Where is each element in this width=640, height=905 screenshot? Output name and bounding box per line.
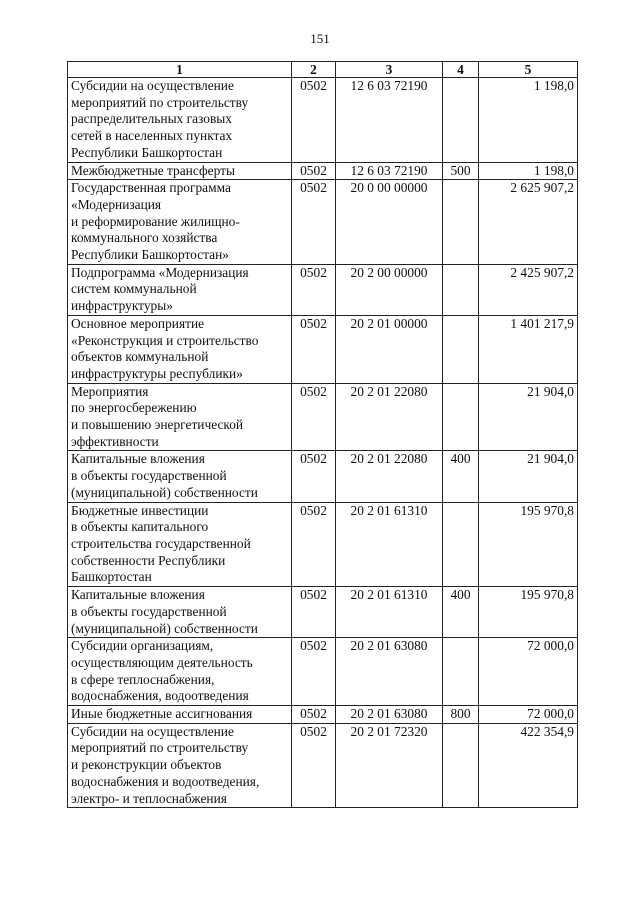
cell-type [443,638,479,706]
cell-section [292,264,336,315]
column-header-article: 3 [336,62,443,78]
cell-type [443,162,479,180]
cell-name-text: Основное мероприятие «Реконструкция и строительство объектов коммунальной инфраструктуры республики» [71,315,259,381]
cell-name [68,264,292,315]
cell-article [336,162,443,180]
cell-article [336,638,443,706]
cell-amount-text: 1 198,0 [533,78,574,93]
cell-article [336,723,443,808]
table-row [68,502,578,587]
cell-name [68,383,292,451]
cell-section-text: 0502 [300,502,327,518]
table-row [68,180,578,265]
cell-section-text: 0502 [300,451,327,467]
cell-article-text: 20 2 01 61310 [350,587,428,603]
cell-article-text: 12 6 03 72190 [350,162,428,178]
cell-name-text: Межбюджетные трансферты [71,162,235,178]
cell-type-text: 800 [450,706,471,722]
cell-name [68,587,292,638]
cell-name [68,162,292,180]
table-row [68,162,578,180]
cell-article [336,502,443,587]
cell-amount [479,78,578,163]
cell-amount [479,723,578,808]
cell-section-text: 0502 [300,162,327,178]
cell-section [292,383,336,451]
cell-amount-text: 195 970,8 [520,587,574,603]
cell-name-text: Государственная программа «Модернизация и реформирование жилищно- коммунального хозяйства Республики Башкортостан» [71,180,240,263]
cell-section-text: 0502 [300,78,327,93]
cell-name-text: Подпрограмма «Модернизация систем коммунальной инфраструктуры» [71,264,249,314]
cell-amount [479,383,578,451]
cell-article [336,587,443,638]
cell-article-text: 20 2 01 63080 [350,706,428,722]
cell-name-text: Субсидии на осуществление мероприятий по строительству и реконструкции объектов водоснабжения и водоотведения, электро- и теплоснабжения [71,723,260,806]
cell-article [336,180,443,265]
cell-article [336,383,443,451]
cell-section [292,638,336,706]
cell-amount-text: 1 401 217,9 [510,315,574,331]
cell-name [68,315,292,383]
cell-name-text: Субсидии на осуществление мероприятий по строительству распределительных газовых сетей в населенных пунктах Республики Башкортостан [71,78,249,160]
table-row [68,706,578,724]
cell-name [68,451,292,502]
cell-section-text: 0502 [300,264,327,280]
cell-amount [479,315,578,383]
cell-section [292,78,336,163]
cell-section [292,502,336,587]
cell-amount [479,638,578,706]
cell-type [443,315,479,383]
cell-amount-text: 2 625 907,2 [510,180,574,196]
cell-amount-text: 1 198,0 [533,162,574,178]
cell-name-text: Иные бюджетные ассигнования [71,706,253,722]
cell-amount [479,587,578,638]
cell-article [336,264,443,315]
cell-section [292,587,336,638]
cell-amount [479,162,578,180]
cell-type-text: 400 [450,451,471,467]
table-row [68,638,578,706]
cell-type-text: 500 [450,162,471,178]
table-body [68,78,578,808]
table-row [68,451,578,502]
column-header-amount: 5 [479,62,578,78]
cell-section-text: 0502 [300,383,327,399]
cell-article [336,706,443,724]
column-header-section: 2 [292,62,336,78]
cell-type [443,723,479,808]
table-row [68,723,578,808]
budget-table [67,61,578,808]
cell-article [336,451,443,502]
cell-amount [479,180,578,265]
cell-section [292,706,336,724]
cell-article-text: 20 2 00 00000 [350,264,428,280]
cell-article [336,78,443,163]
cell-name-text: Бюджетные инвестиции в объекты капитального строительства государственной собственности Республики Башкортостан [71,502,251,585]
cell-section-text: 0502 [300,706,327,722]
column-header-name: 1 [68,62,292,78]
table-row [68,315,578,383]
cell-amount-text: 2 425 907,2 [510,264,574,280]
cell-amount-text: 21 904,0 [527,383,574,399]
column-header-type: 4 [443,62,479,78]
cell-name-text: Капитальные вложения в объекты государственной (муниципальной) собственности [71,587,258,636]
cell-amount [479,502,578,587]
cell-article-text: 20 2 01 00000 [350,315,428,331]
cell-amount [479,264,578,315]
table-row [68,383,578,451]
cell-section-text: 0502 [300,180,327,196]
cell-article [336,315,443,383]
cell-amount-text: 422 354,9 [520,723,574,739]
cell-article-text: 20 0 00 00000 [350,180,428,196]
cell-name [68,706,292,724]
cell-type [443,587,479,638]
table-row [68,587,578,638]
cell-type [443,180,479,265]
cell-article-text: 20 2 01 22080 [350,451,428,467]
cell-type [443,78,479,163]
cell-amount-text: 195 970,8 [520,502,574,518]
cell-section [292,723,336,808]
cell-type [443,264,479,315]
cell-type [443,502,479,587]
cell-amount-text: 21 904,0 [527,451,574,467]
cell-article-text: 20 2 01 22080 [350,383,428,399]
cell-amount [479,706,578,724]
cell-amount-text: 72 000,0 [527,638,574,654]
cell-name [68,638,292,706]
table-row [68,78,578,163]
cell-name-text: Субсидии организациям, осуществляющим деятельность в сфере теплоснабжения, водоснабжения, водоотведения [71,638,253,704]
cell-name [68,723,292,808]
cell-type [443,451,479,502]
cell-article-text: 20 2 01 61310 [350,502,428,518]
cell-type [443,706,479,724]
cell-name [68,78,292,163]
cell-type [443,383,479,451]
cell-name [68,502,292,587]
cell-amount-text: 72 000,0 [527,706,574,722]
cell-article-text: 20 2 01 63080 [350,638,428,654]
cell-section-text: 0502 [300,315,327,331]
cell-section-text: 0502 [300,587,327,603]
cell-type-text: 400 [450,587,471,603]
cell-name-text: Капитальные вложения в объекты государственной (муниципальной) собственности [71,451,258,500]
cell-section [292,180,336,265]
cell-name [68,180,292,265]
cell-section [292,451,336,502]
table-row [68,264,578,315]
cell-amount [479,451,578,502]
table-header-row [68,62,578,78]
page-number: 151 [310,31,330,46]
cell-article-text: 20 2 01 72320 [350,723,428,739]
cell-section-text: 0502 [300,638,327,654]
cell-name-text: Мероприятия по энергосбережению и повышению энергетической эффективности [71,383,244,449]
cell-section-text: 0502 [300,723,327,739]
cell-section [292,315,336,383]
cell-section [292,162,336,180]
cell-article-text: 12 6 03 72190 [350,78,428,93]
